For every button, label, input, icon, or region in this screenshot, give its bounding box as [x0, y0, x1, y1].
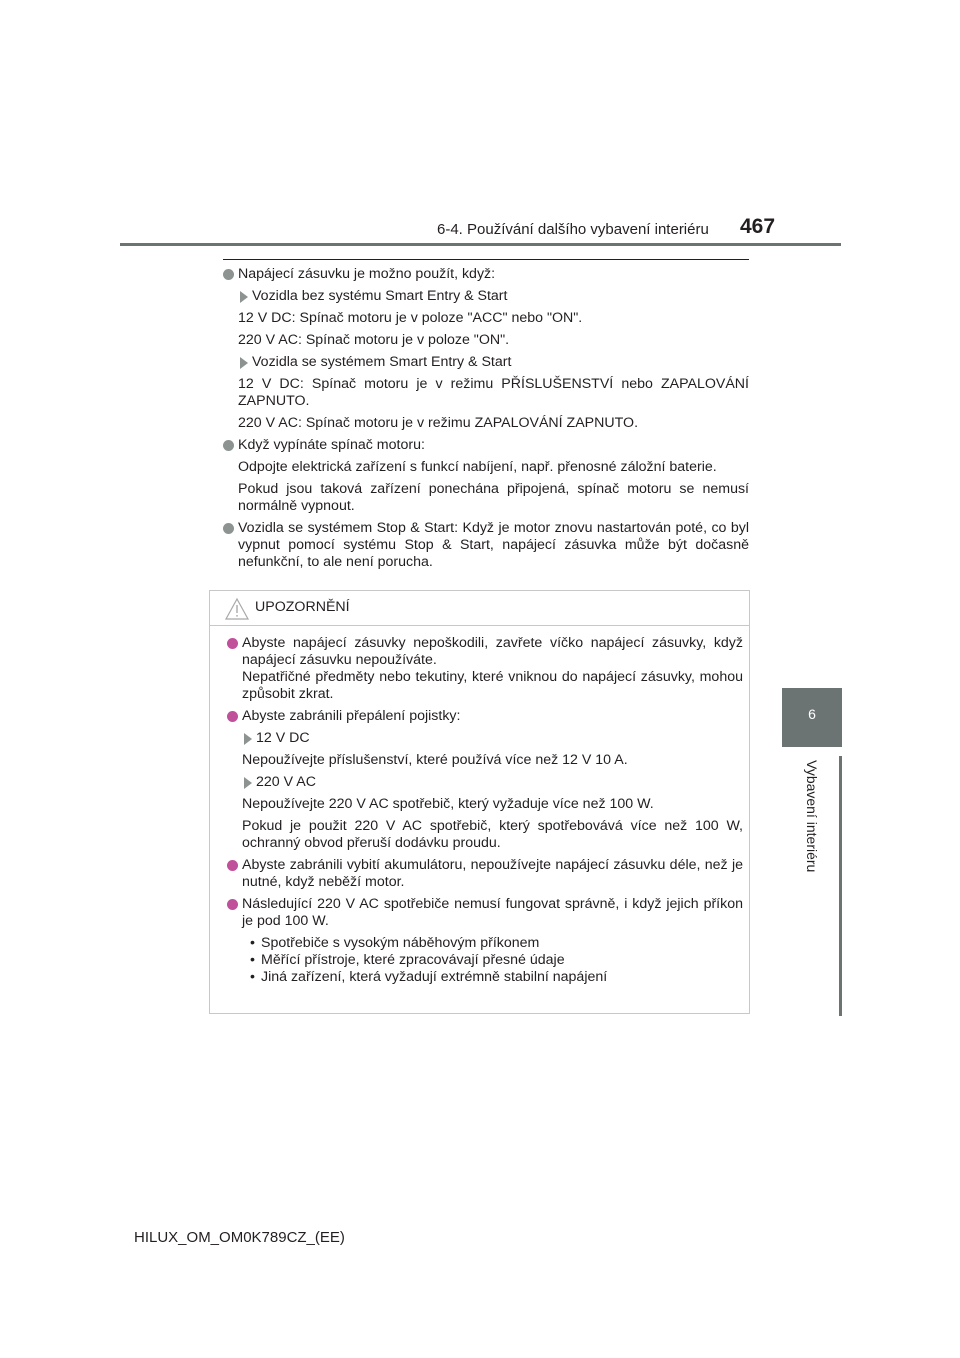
- bullet-dot-icon: [223, 523, 234, 534]
- subitem: [223, 354, 749, 371]
- warning-box: [209, 590, 750, 1014]
- bullet-text: Nepatřičné předměty nebo tekutiny, které vniknou do napájecí zásuvky, mohou způsobit zkrat.: [242, 669, 743, 702]
- header-rule: [120, 243, 841, 246]
- document-code: HILUX_OM_OM0K789CZ_(EE): [134, 1229, 345, 1246]
- section-title: 6-4. Používání dalšího vybavení interiéru: [437, 221, 709, 238]
- chapter-tab-line: [839, 756, 842, 1016]
- paragraph: 12 V DC: Spínač motoru je v poloze "ACC" nebo "ON".: [238, 310, 583, 326]
- paragraph: Odpojte elektrická zařízení s funkcí nabíjení, např. přenosné záložní baterie.: [238, 459, 717, 475]
- bullet-text: Následující 220 V AC spotřebiče nemusí fungovat správně, i když jejich příkon je pod 100 W.: [242, 896, 743, 929]
- bullet-text: Abyste zabránili vybití akumulátoru, nepoužívejte napájecí zásuvku déle, než je nutné, když neběží motor.: [242, 857, 743, 890]
- paragraph: Nepoužívejte příslušenství, které používá více než 12 V 10 A.: [242, 752, 628, 768]
- bullet-dot-icon: [227, 638, 238, 649]
- bullet-dot-icon: [223, 440, 234, 451]
- content-rule: [223, 259, 749, 260]
- bullet-text: Abyste napájecí zásuvky nepoškodili, zavřete víčko napájecí zásuvky, když napájecí zásuvku nepoužíváte.: [242, 635, 743, 668]
- warning-header: [210, 591, 749, 626]
- appliance-list: [227, 935, 743, 986]
- bullet-stop-start: [223, 520, 749, 571]
- bullet-text: Když vypínáte spínač motoru:: [238, 437, 425, 453]
- bullet-dot-icon: [227, 899, 238, 910]
- subitem-text: Vozidla bez systému Smart Entry & Start: [252, 288, 508, 304]
- warning-bullet: [227, 635, 743, 703]
- bullet-text: Vozidla se systémem Stop & Start: Když je motor znovu nastartován poté, co byl vypnut pomocí systému Stop & Start, napájecí zásuvka může být dočasně nefunkční, to ale není porucha.: [238, 520, 749, 570]
- triangle-arrow-icon: [244, 733, 252, 745]
- subitem-text: 12 V DC: [256, 730, 310, 746]
- chapter-label: [804, 760, 822, 960]
- subitem: [227, 730, 743, 747]
- subitem-text: 220 V AC: [256, 774, 316, 790]
- bullet-dot-icon: [227, 860, 238, 871]
- bullet-text: Napájecí zásuvku je možno použít, když:: [238, 266, 496, 282]
- paragraph: Nepoužívejte 220 V AC spotřebič, který vyžaduje více než 100 W.: [242, 796, 654, 812]
- bullet-dot-icon: [223, 269, 234, 280]
- subitem: [223, 288, 749, 305]
- warning-bullet: [227, 708, 743, 725]
- paragraph: Pokud jsou taková zařízení ponechána připojená, spínač motoru se nemusí normálně vypnout.: [238, 481, 749, 514]
- warning-title: UPOZORNĚNÍ: [255, 599, 350, 615]
- list-item: • Spotřebiče s vysokým náběhovým příkonem: [250, 935, 743, 952]
- chapter-tab: 6: [782, 688, 842, 747]
- bullet-switch-off: [223, 437, 749, 454]
- triangle-arrow-icon: [240, 291, 248, 303]
- paragraph: 12 V DC: Spínač motoru je v režimu PŘÍSLUŠENSTVÍ nebo ZAPALOVÁNÍ ZAPNUTO.: [238, 376, 749, 409]
- bullet-text: Abyste zabránili přepálení pojistky:: [242, 708, 461, 724]
- list-item: • Měřící přístroje, které zpracovávají přesné údaje: [250, 952, 743, 969]
- main-content: [223, 266, 749, 576]
- triangle-arrow-icon: [240, 357, 248, 369]
- warning-bullet: [227, 896, 743, 930]
- warning-triangle-icon: [224, 597, 250, 621]
- list-item: • Jiná zařízení, která vyžadují extrémně stabilní napájení: [250, 969, 743, 986]
- warning-body: [227, 635, 743, 986]
- bullet-usage: [223, 266, 749, 283]
- paragraph: 220 V AC: Spínač motoru je v poloze "ON".: [238, 332, 510, 348]
- paragraph: 220 V AC: Spínač motoru je v režimu ZAPALOVÁNÍ ZAPNUTO.: [238, 415, 639, 431]
- paragraph: Pokud je použit 220 V AC spotřebič, který spotřebovává více než 100 W, ochranný obvod přeruší dodávku proudu.: [242, 818, 743, 851]
- subitem-text: Vozidla se systémem Smart Entry & Start: [252, 354, 512, 370]
- subitem: [227, 774, 743, 791]
- bullet-dot-icon: [227, 711, 238, 722]
- triangle-arrow-icon: [244, 777, 252, 789]
- warning-bullet: [227, 857, 743, 891]
- chapter-label-text: Vybavení interiéru: [804, 760, 820, 873]
- page-number: 467: [740, 215, 776, 238]
